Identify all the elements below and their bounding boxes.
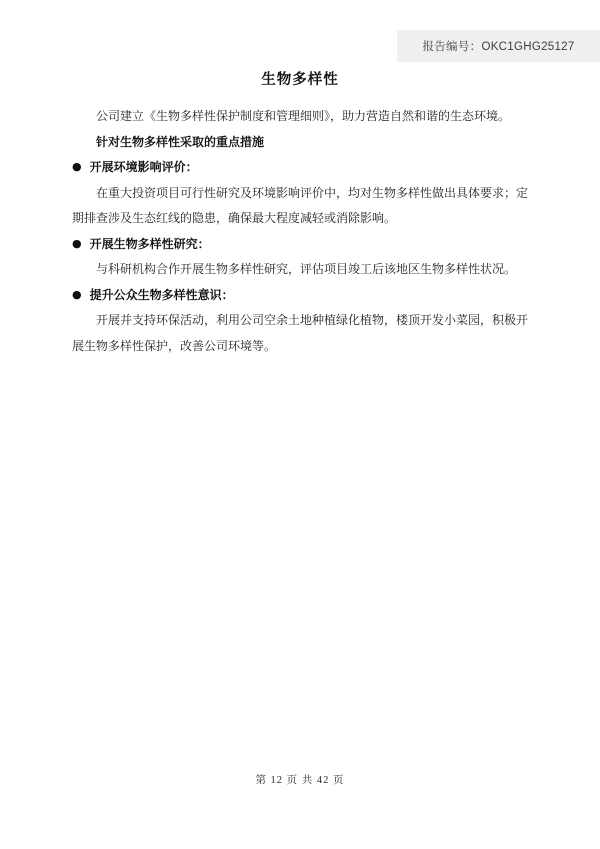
bullet-block (72, 232, 528, 283)
bullet-heading-text: 开展环境影响评价： (89, 160, 198, 174)
bullet-body-text: 与科研机构合作开展生物多样性研究，评估项目竣工后该地区生物多样性状况。 (96, 262, 517, 276)
section-heading: 针对生物多样性采取的重点措施 (96, 134, 265, 149)
report-number-text: 报告编号：OKC1GHG25127 (422, 41, 575, 53)
page-content (72, 104, 528, 359)
bullet-heading-row (72, 155, 528, 181)
bullet-body-text: 开展并支持环保活动，利用公司空余土地种植绿化植物，楼顶开发小菜园，积极开展生物多样性保护，改善公司环境等。 (72, 313, 529, 353)
bullet-heading-text: 提升公众生物多样性意识： (89, 287, 234, 302)
bullet-heading-text: 开展生物多样性研究： (89, 236, 210, 251)
bullet-icon: ● (72, 287, 82, 301)
page-title: 生物多样性 (261, 72, 339, 88)
report-number-badge (397, 30, 600, 62)
bullet-block (72, 283, 528, 360)
bullet-body-text: 在重大投资项目可行性研究及环境影响评价中，均对生物多样性做出具体要求；定期排查涉及生态红线的隐患，确保最大程度减轻或消除影响。 (72, 185, 529, 225)
bullet-heading-row (72, 283, 528, 309)
bullet-icon: ● (72, 236, 82, 250)
intro-paragraph: 公司建立《生物多样性保护制度和管理细则》，助力营造自然和谐的生态环境。 (96, 109, 511, 123)
bullet-heading-row (72, 232, 528, 258)
page-number-footer: 第 12 页 共 42 页 (255, 775, 345, 786)
bullet-block (72, 155, 528, 232)
bullet-icon: ● (72, 160, 82, 173)
